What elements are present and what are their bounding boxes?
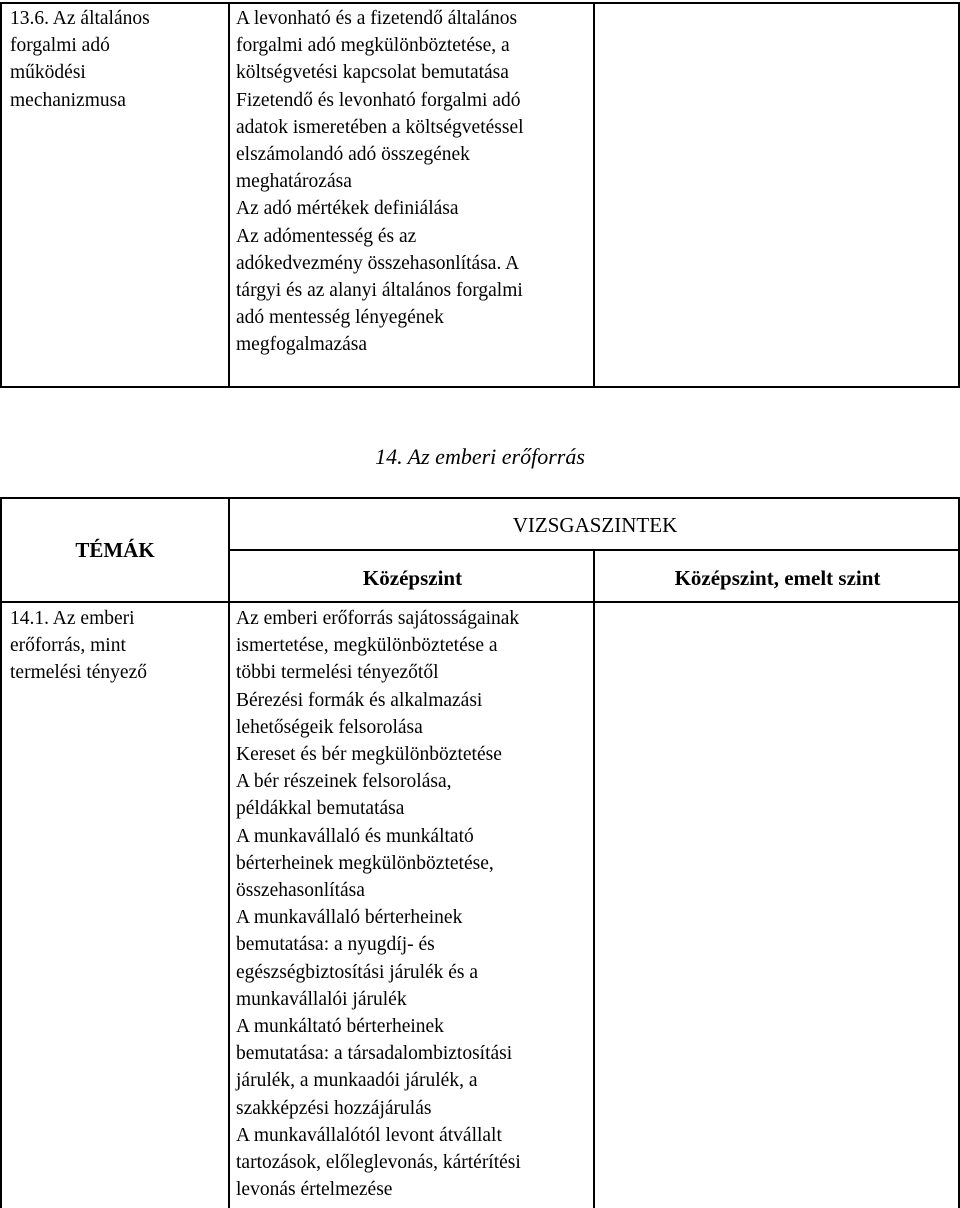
table-column-divider [228, 2, 230, 388]
table-column-divider [228, 497, 230, 1208]
content-line: A munkavállaló és munkáltató [236, 825, 474, 847]
content-line: szakképzési hozzájárulás [236, 1097, 432, 1119]
header-advanced-level: Középszint, emelt szint [674, 566, 881, 590]
topic-line: erőforrás, mint [10, 635, 126, 657]
content-line: Az adó mértékek definiálása [236, 198, 459, 220]
table-border-top [0, 2, 960, 4]
header-bottom-border [0, 601, 960, 603]
content-line: Bérezési formák és alkalmazási [236, 689, 483, 711]
content-line: bérterheinek megkülönböztetése, [236, 852, 494, 874]
topic-line: működési [10, 62, 86, 84]
table-border-bottom [0, 386, 960, 388]
content-line: járulék, a munkaadói járulék, a [236, 1070, 478, 1092]
content-line: lehetőségeik felsorolása [236, 716, 423, 738]
section-title: 14. Az emberi erőforrás [375, 444, 585, 469]
content-line: adókedvezmény összehasonlítása. A [236, 252, 520, 274]
content-line: A munkavállalótól levont átvállalt [236, 1124, 502, 1146]
content-line: A bér részeinek felsorolása, [236, 771, 452, 793]
content-line: munkavállalói járulék [236, 988, 407, 1010]
topic-line: 13.6. Az általános [10, 8, 150, 29]
table-border-left [0, 497, 2, 1208]
content-line: Fizetendő és levonható forgalmi adó [236, 89, 521, 111]
header-topics: TÉMÁK [75, 538, 155, 562]
topic-line: termelési tényező [10, 662, 147, 684]
content-line: A munkavállaló bérterheinek [236, 907, 463, 929]
content-line: ismertetése, megkülönböztetése a [236, 635, 498, 657]
content-line: Az emberi erőforrás sajátosságainak [236, 608, 520, 629]
content-line: bemutatása: a nyugdíj- és [236, 934, 435, 956]
topic-cell [10, 605, 147, 687]
mid-level-cell [236, 605, 521, 1203]
content-line: adatok ismeretében a költségvetéssel [236, 116, 524, 138]
table-column-divider [593, 2, 595, 388]
content-line: összehasonlítása [236, 880, 365, 902]
content-line: egészségbiztosítási járulék és a [236, 961, 479, 983]
content-line: Az adómentesség és az [236, 225, 417, 247]
content-line: példákkal bemutatása [236, 798, 405, 820]
topic-cell [10, 5, 150, 114]
content-line: forgalmi adó megkülönböztetése, a [236, 35, 510, 57]
mid-level-cell [236, 5, 524, 359]
content-line: adó mentesség lényegének [236, 307, 444, 329]
content-line: levonás értelmezése [236, 1179, 393, 1201]
content-line: tárgyi és az alanyi általános forgalmi [236, 280, 523, 302]
content-line: Kereset és bér megkülönböztetése [236, 744, 502, 766]
topic-line: mechanizmusa [10, 89, 126, 111]
content-line: többi termelési tényezőtől [236, 662, 439, 684]
content-line: elszámolandó adó összegének [236, 144, 470, 166]
content-line: bemutatása: a társadalombiztosítási [236, 1043, 513, 1065]
header-exam-levels: VIZSGASZINTEK [512, 513, 678, 537]
table-column-divider [593, 550, 595, 1208]
table-border-left [0, 2, 2, 388]
content-line: költségvetési kapcsolat bemutatása [236, 62, 509, 84]
content-line: tartozások, előleglevonás, kártérítési [236, 1152, 521, 1174]
content-line: megfogalmazása [236, 334, 368, 356]
topic-line: forgalmi adó [10, 35, 110, 57]
content-line: A munkáltató bérterheinek [236, 1016, 444, 1038]
topic-line: 14.1. Az emberi [10, 608, 135, 629]
content-line: meghatározása [236, 171, 352, 193]
header-mid-level: Középszint [362, 566, 463, 590]
table-border-top [0, 497, 960, 499]
content-line: A levonható és a fizetendő általános [236, 8, 518, 29]
